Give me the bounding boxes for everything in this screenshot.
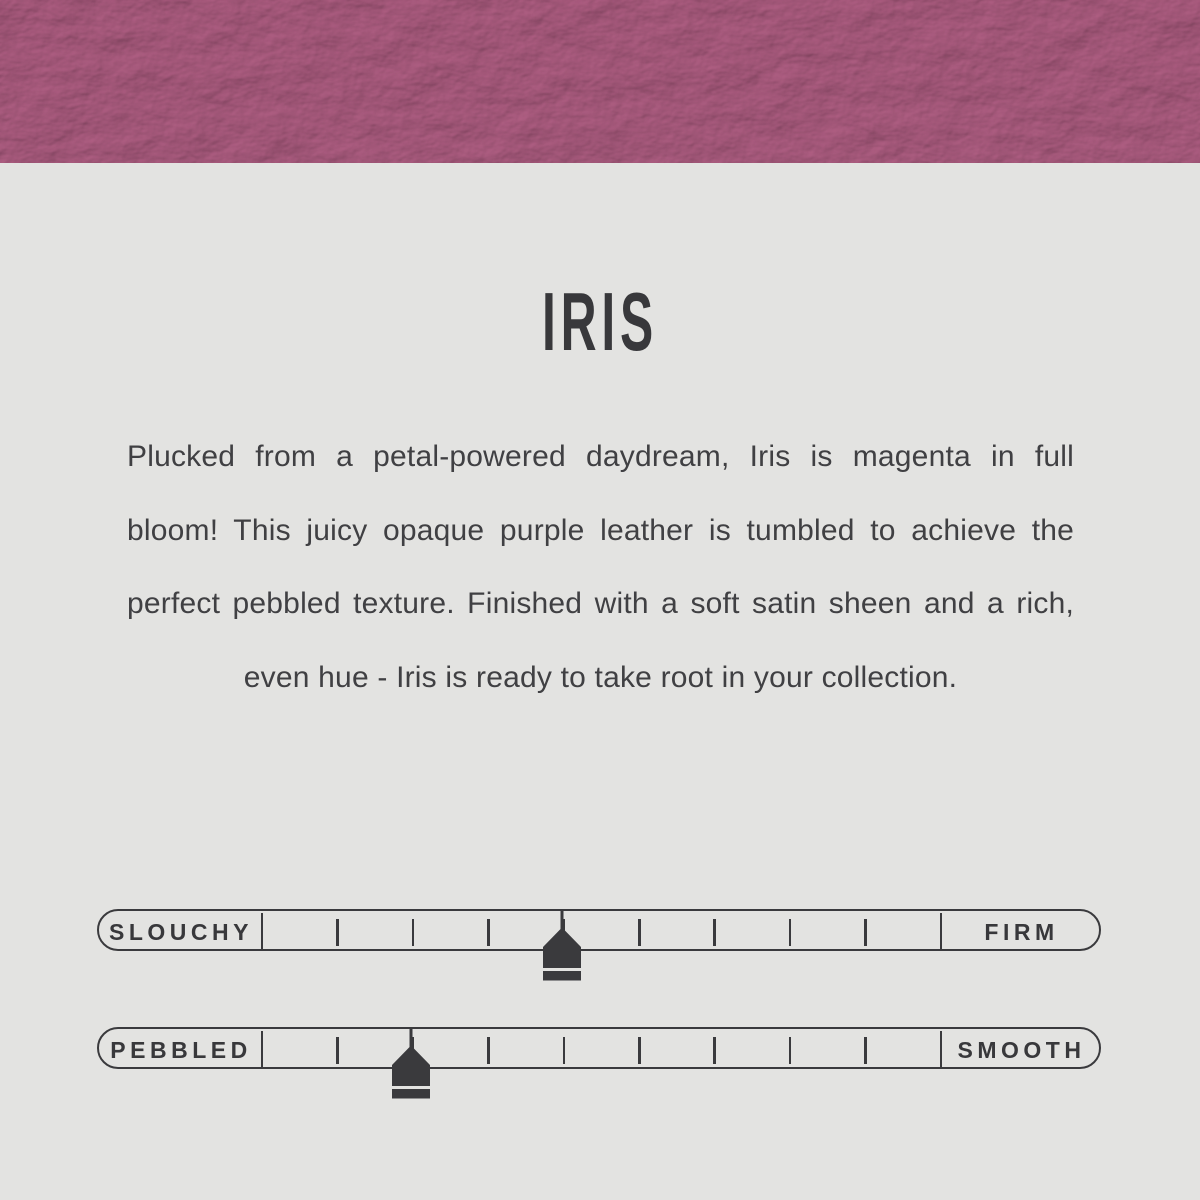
scale-pebbled-smooth [97,1027,1101,1111]
description-line: even hue - Iris is ready to take root in your collection. [243,660,958,694]
description-line: perfect pebbled texture. Finished with a soft satin sheen and a rich, [127,587,1074,620]
page-title: IRIS [541,275,659,368]
scale-tick [412,919,415,946]
scale-tick [336,919,339,946]
scale-bar [97,1027,1101,1069]
scale-left-label: PEBBLED [110,1036,252,1063]
scale-left-label: SLOUCHY [109,918,253,945]
scale-marker-icon [391,1029,431,1099]
scale-tick [487,1037,490,1064]
scale-right-label: FIRM [984,918,1059,945]
product-description [127,420,1074,714]
scale-tick [789,919,792,946]
scale-tick [563,1037,566,1064]
scale-marker-icon [542,911,582,981]
scale-bar [97,909,1101,951]
scale-slouchy-firm [97,909,1101,993]
scale-divider [261,913,264,951]
scale-tick [336,1037,339,1064]
leather-texture-graphic [0,0,1200,163]
scale-tick [713,919,716,946]
scale-right-label: SMOOTH [957,1036,1086,1063]
scale-tick [487,919,490,946]
scale-tick [638,919,641,946]
scale-tick [713,1037,716,1064]
leather-swatch-image [0,0,1200,163]
description-line: bloom! This juicy opaque purple leather is tumbled to achieve the [127,513,1074,547]
scale-tick [864,1037,867,1064]
scale-tick [789,1037,792,1064]
description-line: Plucked from a petal-powered daydream, Iris is magenta in full [127,440,1074,473]
scale-tick [864,919,867,946]
scale-divider [261,1031,264,1069]
scale-tick [638,1037,641,1064]
